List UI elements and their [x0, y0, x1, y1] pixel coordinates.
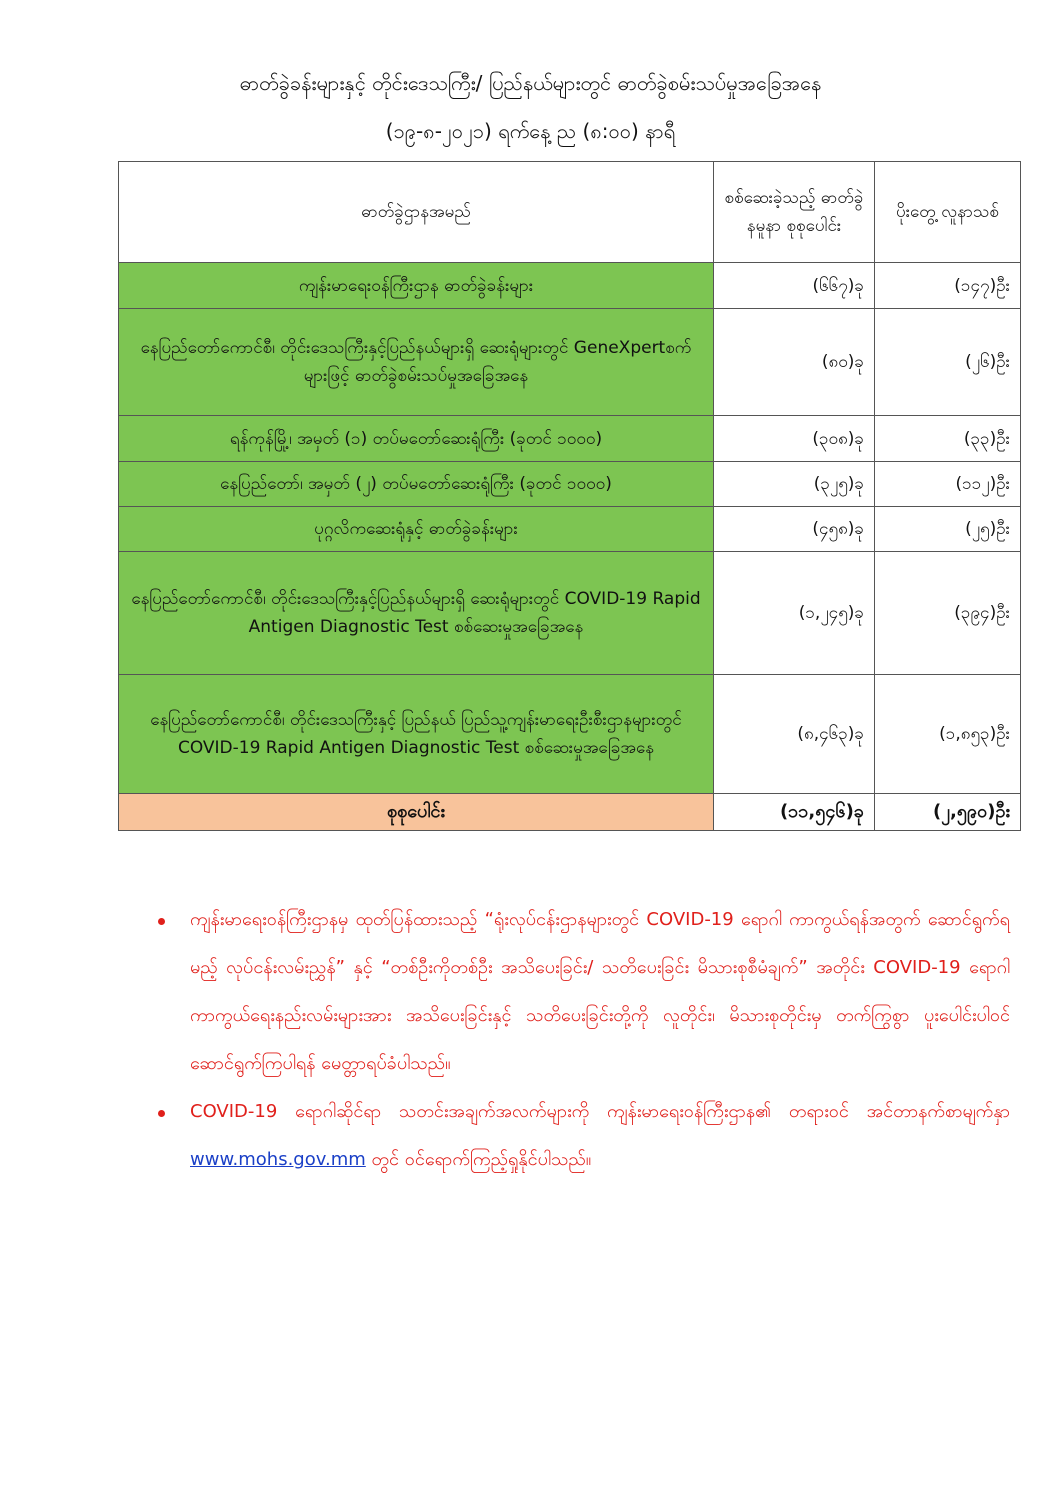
table-row	[119, 552, 1021, 675]
note-text-end: တွင် ဝင်ရောက်ကြည့်ရှုနိုင်ပါသည်။	[365, 1149, 592, 1170]
notes-section	[150, 896, 1010, 1184]
lab-testing-table	[118, 161, 1021, 831]
samples-cell: (၈,၄၆၃)ခု	[714, 675, 875, 794]
table-row	[119, 263, 1021, 309]
total-cases: (၂,၅၉၀)ဦး	[875, 794, 1021, 831]
cases-cell: (၂၅)ဦး	[875, 507, 1021, 552]
lab-name-cell: ကျန်းမာရေးဝန်ကြီးဌာန ဓာတ်ခွဲခန်းများ	[119, 263, 714, 309]
bullet-icon	[158, 1110, 165, 1117]
page-subtitle-date: (၁၉-၈-၂၀၂၁) ရက်နေ့ ည (၈:၀၀) နာရီ	[385, 119, 676, 143]
lab-name-cell: နေပြည်တော်ကောင်စီ၊ တိုင်းဒေသကြီးနှင့် ပြည်နယ် ပြည်သူ့ကျန်းမာရေးဦးစီးဌာနများတွင် COVID-19 Rapid Antigen Diagnostic Test စစ်ဆေးမှုအခြေအနေ	[119, 675, 714, 794]
page-title: ဓာတ်ခွဲခန်းများနှင့် တိုင်းဒေသကြီး/ ပြည်နယ်များတွင် ဓာတ်ခွဲစမ်းသပ်မှုအခြေအနေ	[239, 71, 822, 95]
cases-cell: (၂၆)ဦး	[875, 309, 1021, 416]
bullet-icon	[158, 918, 165, 925]
table-row	[119, 416, 1021, 462]
mohs-website-link[interactable]: www.mohs.gov.mm	[190, 1149, 366, 1170]
cases-cell: (၁၄၇)ဦး	[875, 263, 1021, 309]
column-header-new-cases: ပိုးတွေ့ လူနာသစ်	[875, 162, 1021, 263]
table-header-row	[119, 162, 1021, 263]
table-row	[119, 462, 1021, 507]
column-header-lab-name: ဓာတ်ခွဲဌာနအမည်	[119, 162, 714, 263]
lab-name-cell: နေပြည်တော်ကောင်စီ၊ တိုင်းဒေသကြီးနှင့်ပြည်နယ်များရှိ ဆေးရုံများတွင် COVID-19 Rapid Antigen Diagnostic Test စစ်ဆေးမှုအခြေအနေ	[119, 552, 714, 675]
samples-cell: (၄၅၈)ခု	[714, 507, 875, 552]
cases-cell: (၁,၈၅၃)ဦး	[875, 675, 1021, 794]
samples-cell: (၁,၂၄၅)ခု	[714, 552, 875, 675]
lab-name-cell: နေပြည်တော်ကောင်စီ၊ တိုင်းဒေသကြီးနှင့်ပြည်နယ်များရှိ ဆေးရုံများတွင် GeneXpertစက်များဖြင့် ဓာတ်ခွဲစမ်းသပ်မှုအခြေအနေ	[119, 309, 714, 416]
cases-cell: (၃၃)ဦး	[875, 416, 1021, 462]
cases-cell: (၁၁၂)ဦး	[875, 462, 1021, 507]
note-text: COVID-19 ရောဂါဆိုင်ရာ သတင်းအချက်အလက်များကို ကျန်းမာရေးဝန်ကြီးဌာန၏ တရားဝင် အင်တာနက်စာမျက်နှာ	[190, 1101, 1010, 1122]
lab-name-cell: ပုဂ္ဂလိကဆေးရုံနှင့် ဓာတ်ခွဲခန်းများ	[119, 507, 714, 552]
table-row	[119, 507, 1021, 552]
column-header-samples: စစ်ဆေးခဲ့သည့် ဓာတ်ခွဲနမူနာ စုစုပေါင်း	[714, 162, 875, 263]
note-text: ကျန်းမာရေးဝန်ကြီးဌာနမှ ထုတ်ပြန်ထားသည့် “ရုံးလုပ်ငန်းဌာနများတွင် COVID-19 ရောဂါ ကာကွယ်ရန်အတွက် ဆောင်ရွက်ရမည့် လုပ်ငန်းလမ်းညွှန်” နှင့် “တစ်ဦးကိုတစ်ဦး အသိပေးခြင်း/ သတိပေးခြင်း မိသားစုစီမံချက်” အတိုင်း COVID-19 ရောဂါ ကာကွယ်ရေးနည်းလမ်းများအား အသိပေးခြင်းနှင့် သတိပေးခြင်းတို့ကို လူတိုင်း၊ မိသားစုတိုင်းမှ တက်ကြွစွာ ပူးပေါင်းပါဝင် ဆောင်ရွက်ကြပါရန် မေတ္တာရပ်ခံပါသည်။	[190, 909, 1010, 1074]
samples-cell: (၈၀)ခု	[714, 309, 875, 416]
lab-name-cell: ရန်ကုန်မြို့၊ အမှတ် (၁) တပ်မတော်ဆေးရုံကြီး (ခုတင် ၁၀၀၀)	[119, 416, 714, 462]
samples-cell: (၃၂၅)ခု	[714, 462, 875, 507]
cases-cell: (၃၉၄)ဦး	[875, 552, 1021, 675]
samples-cell: (၆၆၇)ခု	[714, 263, 875, 309]
lab-name-cell: နေပြည်တော်၊ အမှတ် (၂) တပ်မတော်ဆေးရုံကြီး (ခုတင် ၁၀၀၀)	[119, 462, 714, 507]
total-samples: (၁၁,၅၄၆)ခု	[714, 794, 875, 831]
total-row	[119, 794, 1021, 831]
table-row	[119, 675, 1021, 794]
total-label: စုစုပေါင်း	[119, 794, 714, 831]
table-row	[119, 309, 1021, 416]
note-item	[150, 896, 1010, 1088]
note-item	[150, 1088, 1010, 1184]
samples-cell: (၃၀၈)ခု	[714, 416, 875, 462]
